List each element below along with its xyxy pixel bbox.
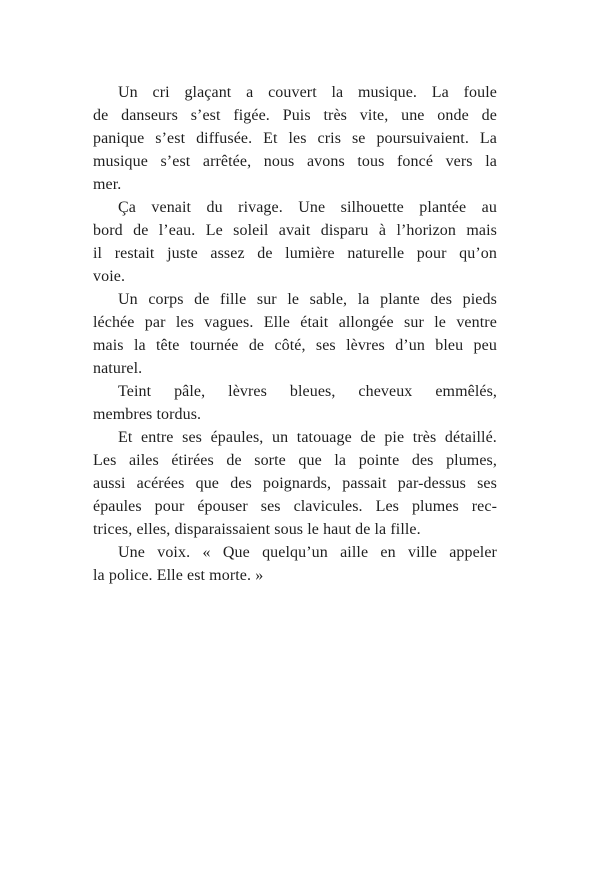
- paragraph: [93, 81, 497, 196]
- word: Teint: [118, 383, 152, 400]
- word: le: [287, 291, 300, 308]
- text-line: [93, 127, 497, 150]
- word: foncé: [396, 153, 434, 170]
- word: pour: [154, 498, 185, 515]
- text-line: [93, 104, 497, 127]
- word: pie: [384, 429, 405, 446]
- text-line: [93, 449, 497, 472]
- word: des: [230, 475, 252, 492]
- text-block: [93, 81, 497, 587]
- word: «: [202, 544, 211, 561]
- word: sorte: [254, 452, 286, 469]
- text-line: trices, elles, disparaissaient sous le haut de la fille.: [93, 521, 421, 538]
- text-line: [93, 426, 497, 449]
- word: corps: [148, 291, 184, 308]
- word: musique: [93, 153, 148, 170]
- text-line: [93, 219, 497, 242]
- word: couvert: [268, 84, 317, 101]
- word: cris: [317, 130, 342, 147]
- word: silhouette: [340, 199, 404, 216]
- word: de: [248, 337, 265, 354]
- word: danseurs: [121, 107, 178, 124]
- text-line: [93, 242, 497, 265]
- word: épaules: [93, 498, 142, 515]
- word: était: [300, 314, 329, 331]
- paragraph: [93, 380, 497, 426]
- word: plante: [380, 291, 420, 308]
- word: de: [257, 245, 273, 262]
- word: tatouage: [296, 429, 352, 446]
- word: quelqu’un: [262, 544, 328, 561]
- word: des: [430, 291, 453, 308]
- word: les: [175, 314, 194, 331]
- word: soleil: [233, 222, 269, 239]
- word: cri: [152, 84, 170, 101]
- text-line: [93, 472, 497, 495]
- word: détaillé.: [444, 429, 497, 446]
- word: une: [401, 107, 425, 124]
- word: bleues,: [289, 383, 336, 400]
- word: de: [93, 107, 109, 124]
- word: très: [412, 429, 437, 446]
- word: sur: [256, 291, 277, 308]
- text-line: [93, 495, 497, 518]
- word: mais: [466, 222, 497, 239]
- word: voix.: [157, 544, 191, 561]
- word: entre: [141, 429, 174, 446]
- text-line: [93, 334, 497, 357]
- word: épouser: [197, 498, 248, 515]
- word: Le: [205, 222, 223, 239]
- word: arrêtée,: [202, 153, 252, 170]
- word: Elle: [263, 314, 290, 331]
- word: allongée: [338, 314, 394, 331]
- word: foule: [463, 84, 497, 101]
- word: tous: [357, 153, 385, 170]
- word: Et: [263, 130, 278, 147]
- word: de: [481, 107, 497, 124]
- word: Un: [118, 291, 138, 308]
- word: panique: [93, 130, 145, 147]
- word: rivage.: [238, 199, 283, 216]
- word: aussi: [93, 475, 126, 492]
- word: glaçant: [184, 84, 232, 101]
- word: en: [380, 544, 396, 561]
- word: vers: [445, 153, 473, 170]
- word: par-dessus: [397, 475, 466, 492]
- word: figée.: [233, 107, 270, 124]
- word: passait: [342, 475, 387, 492]
- text-line: [93, 196, 497, 219]
- word: des: [411, 452, 434, 469]
- word: tournée: [189, 337, 239, 354]
- word: au: [481, 199, 497, 216]
- word: s’est: [160, 153, 191, 170]
- word: plumes,: [446, 452, 497, 469]
- word: plantée: [419, 199, 467, 216]
- word: ailes: [128, 452, 159, 469]
- text-line: [93, 380, 497, 403]
- word: l’horizon: [396, 222, 457, 239]
- word: cheveux: [358, 383, 413, 400]
- word: se: [351, 130, 366, 147]
- word: ses: [477, 475, 497, 492]
- word: qu’on: [459, 245, 497, 262]
- word: emmêlés,: [435, 383, 497, 400]
- word: côté,: [274, 337, 306, 354]
- word: plumes: [411, 498, 459, 515]
- word: aille: [340, 544, 369, 561]
- word: ses: [315, 337, 336, 354]
- word: lèvres: [228, 383, 267, 400]
- word: nous: [263, 153, 295, 170]
- word: Puis: [282, 107, 311, 124]
- word: a: [246, 84, 254, 101]
- word: La: [431, 84, 449, 101]
- word: ville: [408, 544, 437, 561]
- word: Les: [375, 498, 399, 515]
- text-line: naturel.: [93, 360, 143, 377]
- text-line: [93, 541, 497, 564]
- paragraph: [93, 196, 497, 288]
- word: fille: [220, 291, 247, 308]
- word: un: [271, 429, 289, 446]
- word: sable,: [309, 291, 348, 308]
- word: la: [357, 291, 370, 308]
- word: que: [298, 452, 322, 469]
- word: acérées: [136, 475, 185, 492]
- word: juste: [167, 245, 198, 262]
- word: Et: [118, 429, 133, 446]
- word: avons: [306, 153, 345, 170]
- word: La: [479, 130, 497, 147]
- word: par: [144, 314, 166, 331]
- word: d’un: [395, 337, 425, 354]
- word: ventre: [456, 314, 497, 331]
- word: lèvres: [346, 337, 385, 354]
- word: à: [378, 222, 387, 239]
- word: Une: [118, 544, 145, 561]
- word: la: [331, 84, 344, 101]
- word: sur: [404, 314, 424, 331]
- word: venait: [151, 199, 192, 216]
- word: très: [323, 107, 347, 124]
- word: de: [194, 291, 210, 308]
- word: appeler: [449, 544, 497, 561]
- text-line: [93, 288, 497, 311]
- word: bord: [93, 222, 123, 239]
- word: onde: [437, 107, 469, 124]
- word: l’eau.: [158, 222, 196, 239]
- word: rec-: [471, 498, 497, 515]
- text-line: voie.: [93, 268, 126, 285]
- word: pâle,: [174, 383, 206, 400]
- word: mais: [93, 337, 124, 354]
- word: diffusée.: [196, 130, 253, 147]
- word: les: [288, 130, 307, 147]
- word: restait: [114, 245, 155, 262]
- word: ses: [260, 498, 281, 515]
- paragraph: [93, 288, 497, 380]
- word: du: [206, 199, 223, 216]
- word: de: [133, 222, 149, 239]
- word: assez: [210, 245, 245, 262]
- word: tête: [156, 337, 180, 354]
- text-line: mer.: [93, 176, 122, 193]
- word: pointe: [358, 452, 400, 469]
- word: vagues.: [204, 314, 254, 331]
- word: le: [434, 314, 446, 331]
- word: pour: [416, 245, 447, 262]
- word: Les: [93, 452, 117, 469]
- word: naturelle: [347, 245, 405, 262]
- text-line: [93, 81, 497, 104]
- word: Un: [118, 84, 138, 101]
- word: la: [334, 452, 347, 469]
- word: clavicules.: [293, 498, 363, 515]
- word: s’est: [190, 107, 221, 124]
- word: de: [360, 429, 376, 446]
- word: ses: [182, 429, 202, 446]
- word: disparu: [320, 222, 369, 239]
- word: de: [226, 452, 242, 469]
- word: lumière: [285, 245, 335, 262]
- text-line: [93, 150, 497, 173]
- paragraph: [93, 426, 497, 541]
- text-line: la police. Elle est morte. »: [93, 567, 264, 584]
- word: pieds: [462, 291, 497, 308]
- word: s’est: [155, 130, 186, 147]
- word: Ça: [118, 199, 136, 216]
- paragraph: [93, 541, 497, 587]
- text-line: membres tordus.: [93, 406, 202, 423]
- word: Une: [298, 199, 326, 216]
- word: poursuivaient.: [376, 130, 469, 147]
- word: peu: [473, 337, 497, 354]
- word: la: [485, 153, 497, 170]
- word: léchée: [93, 314, 135, 331]
- word: bleu: [435, 337, 464, 354]
- word: poignards,: [263, 475, 332, 492]
- word: il: [93, 245, 103, 262]
- text-line: [93, 311, 497, 334]
- word: musique.: [358, 84, 418, 101]
- word: épaules,: [210, 429, 264, 446]
- word: Que: [222, 544, 250, 561]
- word: la: [133, 337, 146, 354]
- word: avait: [278, 222, 311, 239]
- word: vite,: [359, 107, 389, 124]
- word: étirées: [171, 452, 214, 469]
- word: que: [195, 475, 220, 492]
